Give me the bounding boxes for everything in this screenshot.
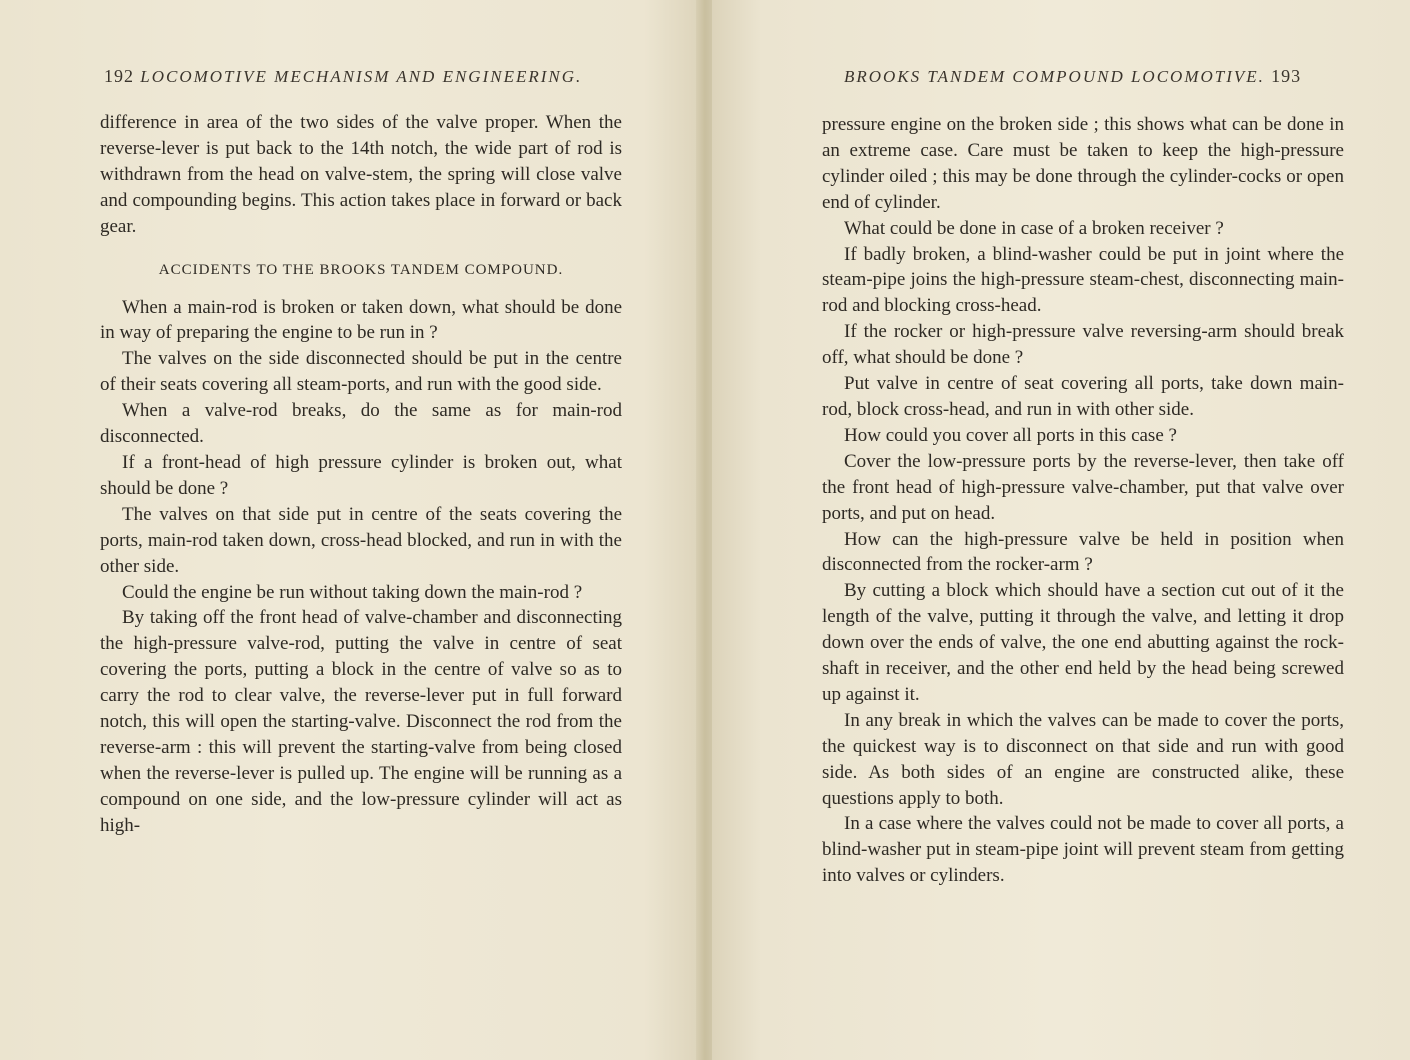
paragraph: How could you cover all ports in this case ? (844, 424, 1177, 446)
paragraph: What could be done in case of a broken receiver ? (844, 217, 1224, 239)
paragraph: In a case where the valves could not be made to cover all ports, a blind-washer put in steam-pipe joint will prevent steam from getting into valves or cylinders. (822, 813, 1344, 887)
left-page (0, 0, 700, 1060)
paragraph: By taking off the front head of valve-chamber and disconnecting the high-pressure valve-rod, putting the valve in centre of seat covering the ports, putting a block in the centre of valve so as to carry the rod to clear valve, the reverse-lever put in full forward notch, this will open the starting-valve. Disconnect the rod from the reverse-arm : this will prevent the starting-valve from being closed when the reverse-lever is pulled up. The engine will be running as a compound on one side, and the low-pressure cylinder will act as high- (100, 607, 622, 836)
left-running-title: LOCOMOTIVE MECHANISM AND ENGINEERING. (140, 67, 583, 86)
paragraph: Put valve in centre of seat covering all ports, take down main-rod, block cross-head, and run in with other side. (822, 373, 1344, 420)
paragraph: If the rocker or high-pressure valve reversing-arm should break off, what should be done ? (822, 321, 1344, 369)
right-page-number: 193 (1271, 66, 1302, 86)
paragraph: The valves on the side disconnected should be put in the centre of their seats covering all steam-ports, and run with the good side. (100, 348, 622, 396)
paragraph: Cover the low-pressure ports by the reverse-lever, then take off the front head of high-pressure valve-chamber, put that valve over ports, and put on head. (822, 450, 1344, 524)
right-running-title: BROOKS TANDEM COMPOUND LOCOMOTIVE. (844, 67, 1265, 86)
right-running-head (844, 66, 1301, 87)
left-text-block (100, 110, 622, 839)
left-running-head (104, 66, 582, 87)
paragraph: Could the engine be run without taking down the main-rod ? (122, 581, 583, 603)
right-page (712, 0, 1410, 1060)
paragraph: When a valve-rod breaks, do the same as for main-rod disconnected. (100, 400, 622, 448)
paragraph: If a front-head of high pressure cylinder is broken out, what should be done ? (100, 451, 622, 499)
right-text-block (822, 112, 1344, 889)
paragraph: By cutting a block which should have a section cut out of it the length of the valve, putting it through the valve, and letting it drop down over the ends of valve, the one end abutting against the rock-shaft in receiver, and the other end held by the head being screwed up against it. (822, 580, 1344, 705)
paragraph: When a main-rod is broken or taken down, what should be done in way of preparing the engine to be run in ? (100, 296, 622, 344)
paragraph: In any break in which the valves can be made to cover the ports, the quickest way is to disconnect on that side and run with good side. As both sides of an engine are constructed alike, these questions apply to both. (822, 709, 1344, 809)
section-heading: ACCIDENTS TO THE BROOKS TANDEM COMPOUND. (158, 261, 564, 278)
left-page-number: 192 (104, 66, 134, 86)
paragraph: How can the high-pressure valve be held in position when disconnected from the rocker-arm ? (822, 528, 1344, 576)
paragraph: difference in area of the two sides of the valve proper. When the reverse-lever is put back to the 14th notch, the wide part of rod is withdrawn from the head on valve-stem, the spring will close valve and compounding begins. This action takes place in forward or back gear. (100, 112, 622, 237)
paragraph: If badly broken, a blind-washer could be put in joint where the steam-pipe joins the high-pressure steam-chest, disconnecting main-rod and blocking cross-head. (822, 243, 1344, 317)
paragraph: The valves on that side put in centre of the seats covering the ports, main-rod taken down, cross-head blocked, and run in with the other side. (100, 503, 622, 577)
paragraph: pressure engine on the broken side ; this shows what can be done in an extreme case. Care must be taken to keep the high-pressure cylinder oiled ; this may be done through the cylinder-cocks or open end of cylinder. (822, 114, 1344, 213)
